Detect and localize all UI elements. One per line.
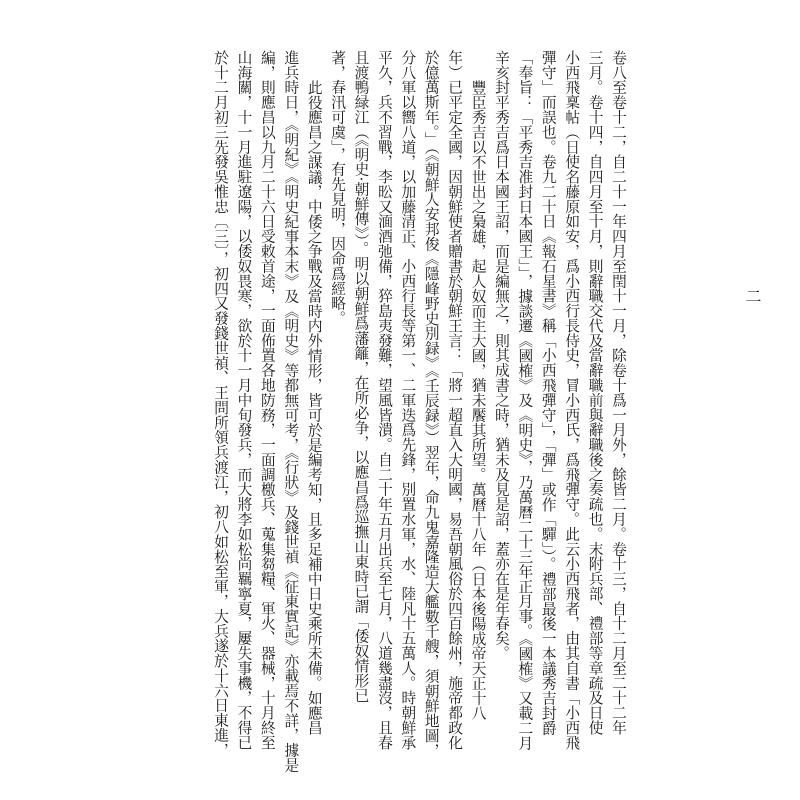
text-line: 三月。卷十四，自四月至十月，則辭職交代及當辭職前與辭職後之奏疏也。末附兵部、禮部等章疏及日使 bbox=[586, 50, 604, 735]
text-line: 著，春汛可虞」，有先見明，因命爲經略。 bbox=[329, 50, 347, 326]
text-body bbox=[209, 50, 630, 772]
text-line: 辛亥封平秀吉爲日本國王詔，而是編無之，則其成書之時，猶未及見是詔，蓋亦在是年春矣。 bbox=[492, 50, 510, 661]
text-line: 平久，兵不習戰，李昖又湎酒弛備，猝島夷發難，望風皆潰。自二十年五月出兵至七月，八道幾盡沒，且春 bbox=[375, 50, 393, 750]
text-line: 「奉旨：「平秀吉准封日本國王」」，據談遷《國榷》及《明史》，乃萬曆二十三年正月事。《國榷》又載二月 bbox=[516, 50, 534, 751]
text-line: 豐臣秀吉以不世出之梟雄，起人奴而主大國，猶未饜其所望。萬曆十八年（日本後陽成帝天正十八 bbox=[469, 80, 487, 721]
paragraph-1 bbox=[490, 50, 630, 772]
text-line: 分八軍以嚮八道，以加藤清正、小西行長等第一、二軍迭爲先鋒，別置水軍，水、陸凡十五萬人。時朝鮮承 bbox=[399, 50, 417, 750]
text-line: 此役應昌之謀議，中倭之争戰及當時内外情形，皆可於是編考知，且多足補中日史乘所未備。如應昌 bbox=[305, 80, 323, 736]
text-line: 小西飛稟帖（日使名藤原如安，爲小西行長侍史，冒小西氏，爲飛彈守。此云小西飛者，由其自書「小西飛 bbox=[563, 50, 581, 750]
text-line: 編，則應昌以九月二十六日受敕首途，一面佈置各地防務，一面調檄兵、蒐集芻糧、軍火、器械，十月終至 bbox=[258, 50, 276, 750]
text-line: 年）已平定全國，因朝鮮使者贈書於朝鮮王言：「將一超直入大明國，易吾朝風俗於四百餘州，施帝都政化 bbox=[446, 50, 464, 750]
paragraph-2 bbox=[326, 50, 490, 772]
text-line: 山海關，十一月進駐遼陽，以倭奴畏寒，欲於十一月中旬發兵，而大將李如松尚羈寧夏，屢失事機，不得已 bbox=[235, 50, 253, 750]
page-number: 二 bbox=[743, 288, 762, 304]
text-line: 於十二月初三先發吳惟忠〔三〕，初四又發錢世禎、王問所領兵渡江，初八如松至軍，大兵遂於十六日東進， bbox=[212, 50, 230, 758]
paragraph-3 bbox=[209, 50, 326, 772]
text-line: 於億萬斯年。」（《朝鮮人安邦俊《隱峰野史別録》《壬辰録》）翌年，命九鬼嘉隆造大艦數千艘，須朝鮮地圖， bbox=[422, 50, 440, 758]
text-line: 且渡鴨緑江（《明史·朝鮮傳》）。明以朝鮮爲藩籬，在所必争，以應昌爲巡撫山東時已謂「倭奴情形已 bbox=[352, 50, 370, 703]
text-line: 進兵時日，《明紀》《明史紀事本末》及《明史》等都無可考，《行狀》及錢世禎《征東實記》亦載焉不詳，據是 bbox=[282, 50, 300, 773]
text-line: 卷八至卷十二，自二十一年四月至閏十一月，除卷十爲一月外，餘皆二月。卷十三，自十二月至二十二年 bbox=[610, 50, 627, 735]
text-line: 彈守」而誤也。卷九二十日《報石星書》稱「小西飛彈守」，「彈」或作「驒」）。禮部最後一本議秀吉封爵 bbox=[539, 50, 557, 736]
